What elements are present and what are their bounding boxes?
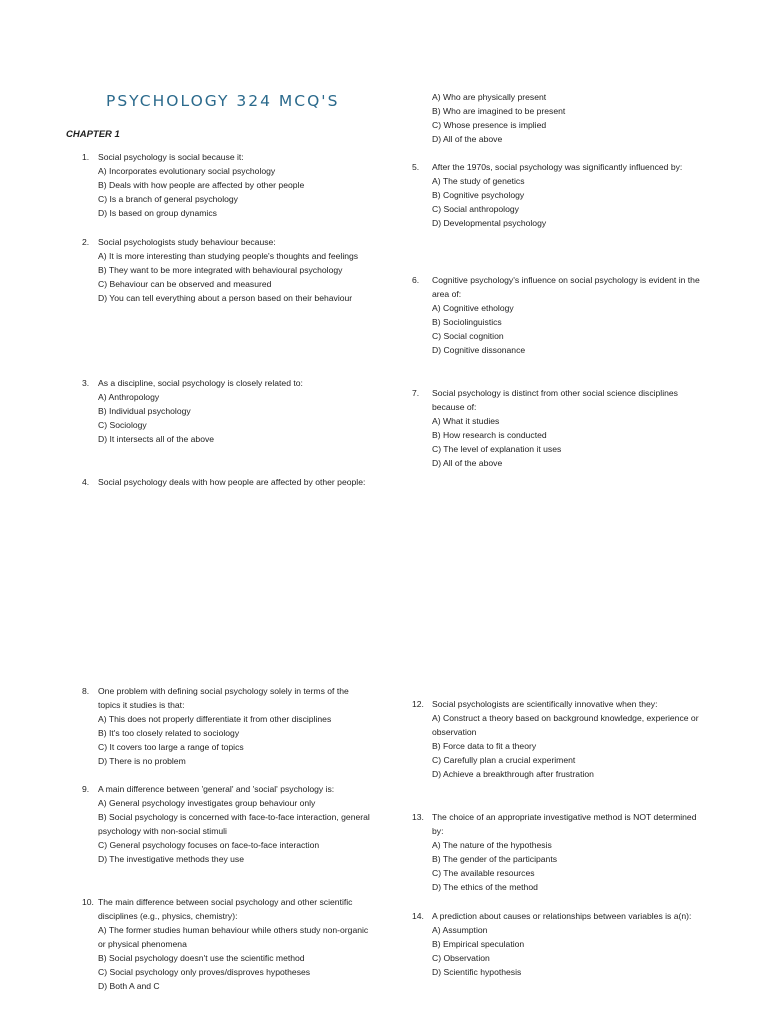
option-d: D) Scientific hypothesis [432,967,522,977]
option-b: B) They want to be more integrated with behavioural psychology [98,265,343,275]
option-b: B) Deals with how people are affected by other people [98,180,305,190]
option-a: A) Anthropology [98,392,160,402]
question-12 [412,697,704,781]
option-d: D) Achieve a breakthrough after frustration [432,769,594,779]
option-d: D) The ethics of the method [432,882,538,892]
option-a: A) Incorporates evolutionary social psychology [98,166,276,176]
question-number: 14. [412,911,424,921]
option-a: A) Who are physically present [432,92,547,102]
question-number: 7. [412,388,420,398]
question-text: Cognitive psychology's influence on social psychology is evident in the area of: [432,275,700,299]
option-a: A) Construct a theory based on background knowledge, experience or observation [432,713,699,737]
option-c: C) The level of explanation it uses [432,444,562,454]
question-number: 13. [412,812,424,822]
question-text: Social psychology deals with how people are affected by other people: [98,477,366,487]
question-8 [82,684,370,768]
question-text: The choice of an appropriate investigative method is NOT determined by: [432,812,697,836]
option-d: D) Is based on group dynamics [98,208,217,218]
page-title: PSYCHOLOGY 324 MCQ'S [106,92,340,110]
option-c: C) Sociology [98,420,147,430]
question-7 [412,386,704,470]
option-b: B) Social psychology doesn't use the scientific method [98,953,305,963]
option-d: D) All of the above [432,458,503,468]
option-a: A) What it studies [432,416,500,426]
option-d: D) The investigative methods they use [98,854,245,864]
question-13 [412,810,704,894]
question-number: 1. [82,152,90,162]
question-2 [82,235,370,305]
question-text: One problem with defining social psychology solely in terms of the topics it studies is that: [98,686,349,710]
question-text: A main difference between 'general' and 'social' psychology is: [98,784,335,794]
option-c: C) Whose presence is implied [432,120,547,130]
option-c: C) It covers too large a range of topics [98,742,244,752]
option-b: B) Cognitive psychology [432,190,525,200]
option-d: D) It intersects all of the above [98,434,215,444]
option-a: A) Cognitive ethology [432,303,514,313]
question-number: 9. [82,784,90,794]
question-10 [82,895,370,993]
question-text: After the 1970s, social psychology was significantly influenced by: [432,162,683,172]
option-d: D) Developmental psychology [432,218,547,228]
option-c: C) The available resources [432,868,535,878]
option-b: B) It's too closely related to sociology [98,728,240,738]
option-b: B) Individual psychology [98,406,191,416]
question-number: 12. [412,699,424,709]
question-4 [82,475,370,489]
option-b: B) Force data to fit a theory [432,741,537,751]
question-text: A prediction about causes or relationships between variables is a(n): [432,911,692,921]
option-d: D) Cognitive dissonance [432,345,526,355]
question-1 [82,150,370,220]
question-text: Social psychologists are scientifically innovative when they: [432,699,658,709]
option-a: A) The nature of the hypothesis [432,840,552,850]
question-3 [82,376,370,446]
question-text: Social psychology is distinct from other social science disciplines because of: [432,388,678,412]
question-5 [412,160,704,230]
option-c: C) Social anthropology [432,204,519,214]
option-b: B) Empirical speculation [432,939,525,949]
question-text: The main difference between social psychology and other scientific disciplines (e.g., physics, chemistry): [98,897,353,921]
option-c: C) General psychology focuses on face-to-face interaction [98,840,320,850]
question-text: Social psychologists study behaviour because: [98,237,276,247]
question-text: As a discipline, social psychology is closely related to: [98,378,303,388]
option-b: B) Sociolinguistics [432,317,502,327]
option-a: A) General psychology investigates group behaviour only [98,798,316,808]
option-d: D) Both A and C [98,981,160,991]
question-6 [412,273,704,357]
option-b: B) The gender of the participants [432,854,558,864]
option-b: B) Who are imagined to be present [432,106,566,116]
question-9 [82,782,370,866]
question-number: 2. [82,237,90,247]
option-b: B) How research is conducted [432,430,547,440]
question-text: Social psychology is social because it: [98,152,244,162]
option-a: A) It is more interesting than studying people's thoughts and feelings [98,251,359,261]
question-number: 5. [412,162,420,172]
option-c: C) Social cognition [432,331,504,341]
question-number: 10. [82,897,94,907]
option-d: D) All of the above [432,134,503,144]
option-c: C) Behaviour can be observed and measured [98,279,272,289]
option-d: D) There is no problem [98,756,186,766]
option-a: A) Assumption [432,925,488,935]
option-b: B) Social psychology is concerned with face-to-face interaction, general psychology with non-social stimuli [98,812,370,836]
option-a: A) This does not properly differentiate it from other disciplines [98,714,332,724]
option-c: C) Carefully plan a crucial experiment [432,755,576,765]
option-a: A) The former studies human behaviour while others study non-organic or physical phenomena [98,925,369,949]
chapter-heading: CHAPTER 1 [66,129,120,140]
option-c: C) Social psychology only proves/disproves hypotheses [98,967,311,977]
question-number: 3. [82,378,90,388]
question-number: 4. [82,477,90,487]
option-c: C) Is a branch of general psychology [98,194,238,204]
option-c: C) Observation [432,953,490,963]
question-14 [412,909,704,979]
question-number: 6. [412,275,420,285]
question-number: 8. [82,686,90,696]
question-4-options [432,90,704,146]
option-d: D) You can tell everything about a person based on their behaviour [98,293,353,303]
option-a: A) The study of genetics [432,176,525,186]
